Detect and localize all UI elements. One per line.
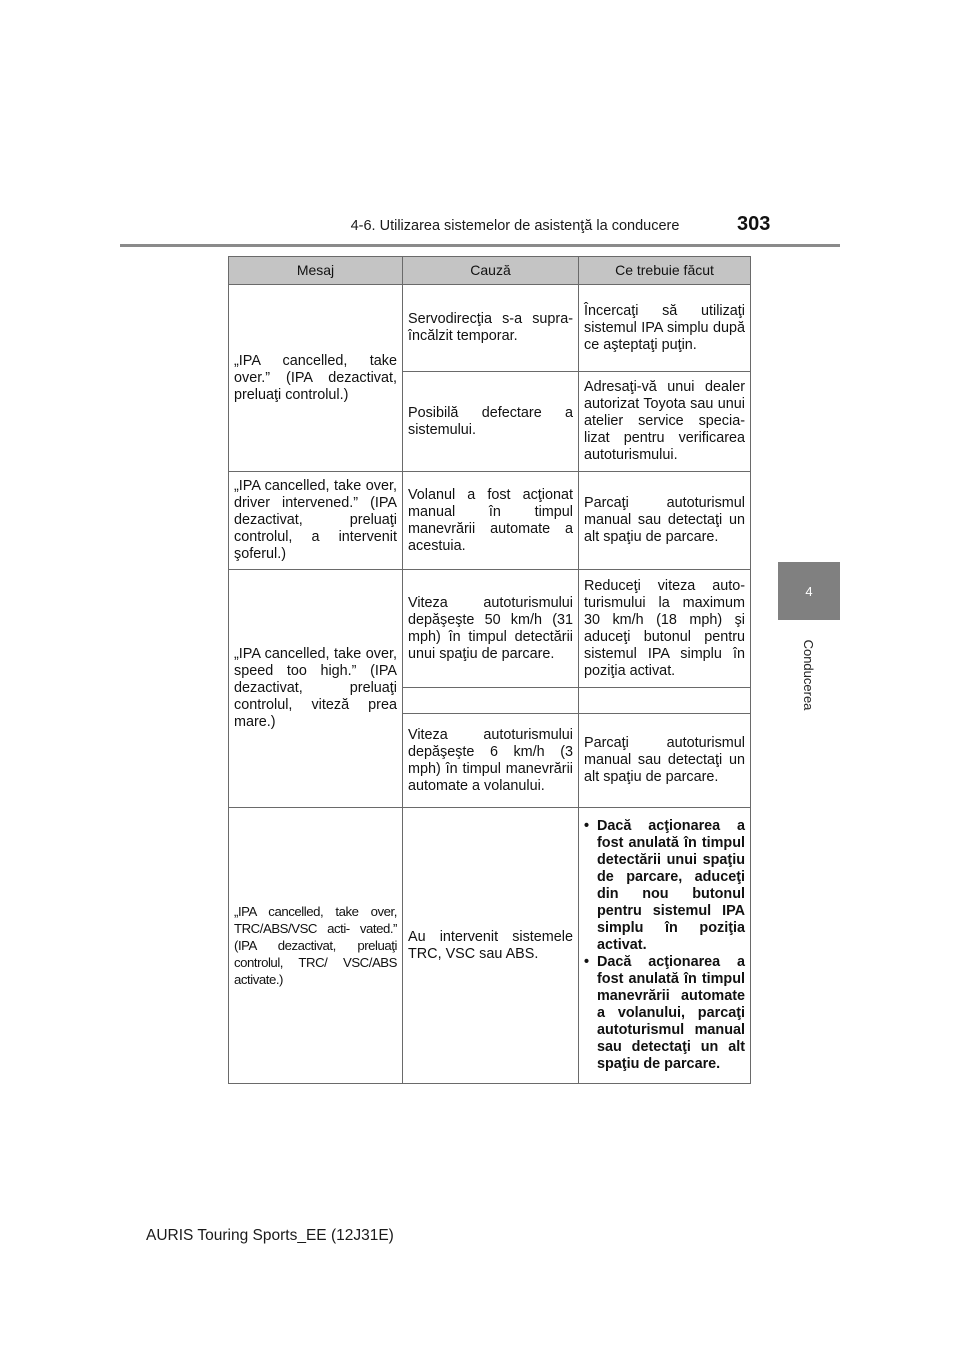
- chapter-title: 4-6. Utilizarea sistemelor de asistenţă la conducere: [350, 218, 680, 234]
- cause-cell: Viteza autoturismului depăşeşte 6 km/h (3 mph) în timpul manevrării automate a volanului.: [403, 714, 579, 808]
- table-row: [229, 285, 751, 372]
- page-number: 303: [737, 213, 771, 235]
- header-divider: [120, 244, 840, 247]
- message-cell: „IPA cancelled, take over.” (IPA dezactivat, preluaţi controlul.): [229, 285, 403, 472]
- list-item: • Dacă acţionarea a fost anulată în timpul detectării unui spaţiu de parcare, aduceţi din nou butonul pentru sistemul IPA simplu în poziţia activat.: [584, 818, 745, 954]
- list-item: • Dacă acţionarea a fost anulată în timpul manevrării automate a volanului, parcaţi autoturismul manual sau detectaţi un alt spaţiu de parcare.: [584, 954, 745, 1073]
- empty-cell: [579, 688, 751, 714]
- column-header-cause: Cauză: [403, 257, 579, 285]
- table-row: [229, 472, 751, 570]
- action-cell: Adresaţi-vă unui dealer autorizat Toyota sau unui atelier service specia- lizat pentru verificarea autoturismului.: [579, 372, 751, 472]
- empty-cell: [403, 688, 579, 714]
- cause-cell: Posibilă defectare a sistemului.: [403, 372, 579, 472]
- cause-cell: Au intervenit sistemele TRC, VSC sau ABS.: [403, 808, 579, 1084]
- footer-model-code: AURIS Touring Sports_EE (12J31E): [146, 1227, 394, 1244]
- chapter-tab[interactable]: [778, 562, 840, 620]
- chapter-tab-label: Conducerea: [801, 639, 816, 711]
- cause-cell: Viteza autoturismului depăşeşte 50 km/h (31 mph) în timpul detectării unui spaţiu de parcare.: [403, 570, 579, 688]
- message-cell: „IPA cancelled, take over, TRC/ABS/VSC acti- vated.” (IPA dezactivat, preluaţi controlul, TRC/ VSC/ABS activate.): [229, 808, 403, 1084]
- cause-cell: Volanul a fost acţionat manual în timpul manevrării automate a acestuia.: [403, 472, 579, 570]
- table-row: [229, 570, 751, 688]
- cause-cell: Servodirecţia s-a supra- încălzit temporar.: [403, 285, 579, 372]
- column-header-action: Ce trebuie făcut: [579, 257, 751, 285]
- chapter-tab-number: 4: [805, 583, 813, 599]
- message-cell: „IPA cancelled, take over, driver intervened.” (IPA dezactivat, preluaţi controlul, a intervenit şoferul.): [229, 472, 403, 570]
- column-header-message: Mesaj: [229, 257, 403, 285]
- action-cell: Parcaţi autoturismul manual sau detectaţi un alt spaţiu de parcare.: [579, 714, 751, 808]
- table-row: [229, 808, 751, 1084]
- action-cell: [579, 808, 751, 1084]
- message-table: [228, 256, 751, 1084]
- action-cell: Încercaţi să utilizaţi sistemul IPA simplu după ce aşteptaţi puţin.: [579, 285, 751, 372]
- action-cell: Parcaţi autoturismul manual sau detectaţi un alt spaţiu de parcare.: [579, 472, 751, 570]
- action-cell: Reduceţi viteza auto- turismului la maximum 30 km/h (18 mph) şi aduceţi butonul pentru sistemul IPA simplu în poziţia activat.: [579, 570, 751, 688]
- action-list: [584, 818, 745, 1073]
- message-cell: „IPA cancelled, take over, speed too high.” (IPA dezactivat, preluaţi controlul, viteză prea mare.): [229, 570, 403, 808]
- table-header-row: [229, 257, 751, 285]
